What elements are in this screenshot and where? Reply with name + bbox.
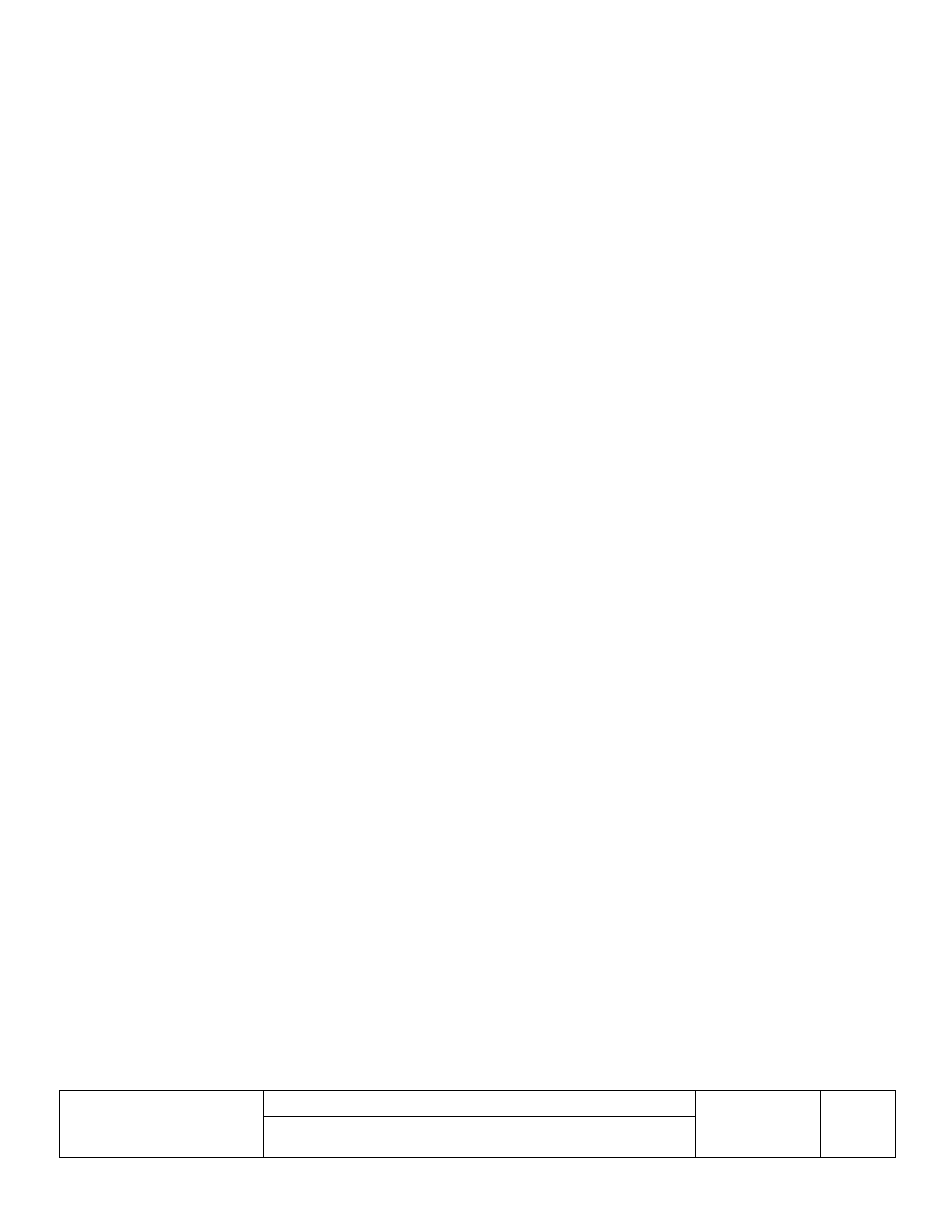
revision-cell <box>820 1091 895 1157</box>
sae-aerospace-logo <box>60 1091 264 1157</box>
title-block-middle <box>263 1091 696 1157</box>
standard-heading <box>263 1091 695 1117</box>
document-number-cell <box>695 1091 821 1157</box>
title-block <box>59 1090 896 1158</box>
document-title <box>263 1117 695 1124</box>
